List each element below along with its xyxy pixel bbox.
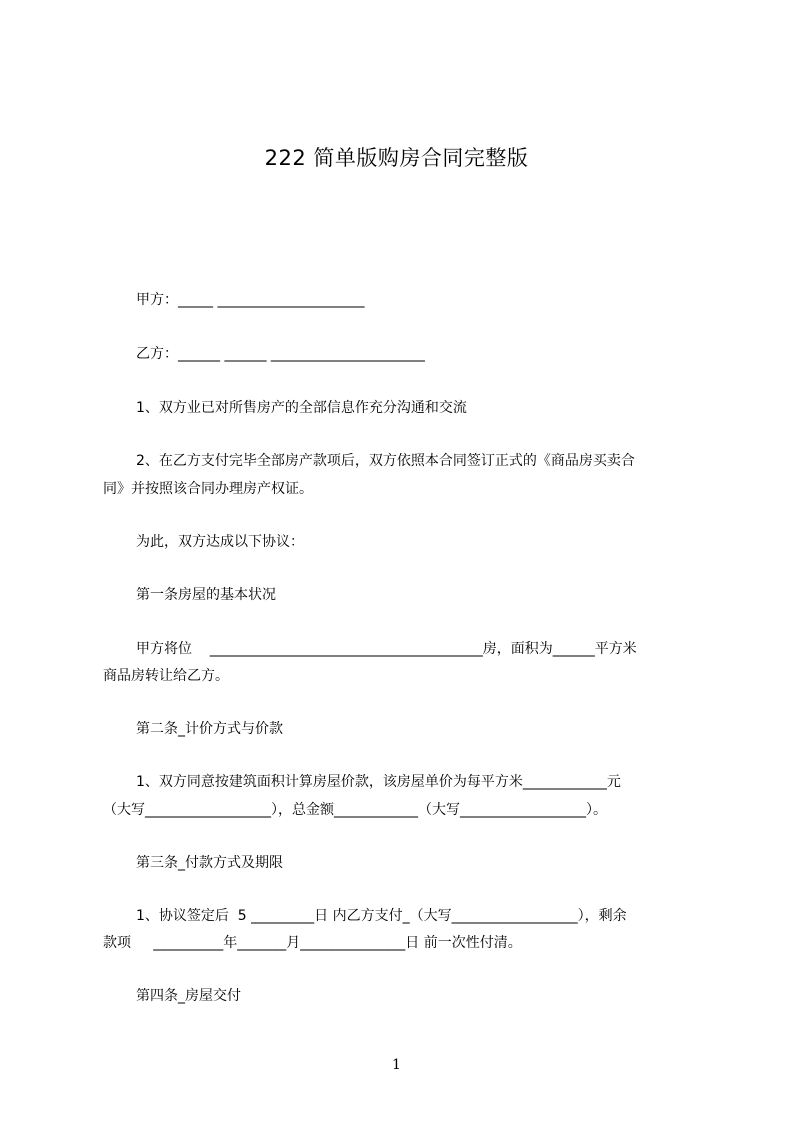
clause-2-line-1: 2、在乙方支付完毕全部房产款项后，双方依照本合同签订正式的《商品房买卖合	[136, 453, 635, 469]
article-2-text-line-1: 1、双方同意按建筑面积计算房屋价款，该房屋单价为每平方米____________元	[136, 774, 621, 790]
article-3-heading: 第三条_付款方式及期限	[136, 855, 283, 871]
agreement-intro: 为此，双方达成以下协议：	[136, 534, 304, 550]
article-3-text-line-2: 款项 __________年_______月_______________日 前一次性付清。	[103, 935, 522, 951]
party-b-line: 乙方：______ ______ ______________________	[136, 346, 425, 362]
article-2-heading: 第二条_计价方式与价款	[136, 721, 283, 737]
document-title: 222 简单版购房合同完整版	[264, 146, 529, 170]
page-number: 1	[392, 1057, 401, 1073]
clause-1-line: 1、双方业已对所售房产的全部信息作充分沟通和交流	[136, 400, 467, 416]
article-1-text-line-1: 甲方将位 _______________________________________房，面积为______平方米	[136, 641, 637, 657]
party-a-line: 甲方：_____ _____________________	[136, 292, 365, 308]
clause-2-line-2: 同》并按照该合同办理房产权证。	[103, 481, 313, 497]
article-1-heading: 第一条房屋的基本状况	[136, 587, 276, 603]
article-3-text-line-1: 1、协议签定后 5 _________日 内乙方支付_（大写__________________），剩余	[136, 908, 627, 924]
article-2-text-line-2: （大写__________________），总金额____________（大写__________________）。	[103, 802, 607, 818]
article-1-text-line-2: 商品房转让给乙方。	[103, 668, 229, 684]
article-4-heading: 第四条_房屋交付	[136, 988, 241, 1004]
